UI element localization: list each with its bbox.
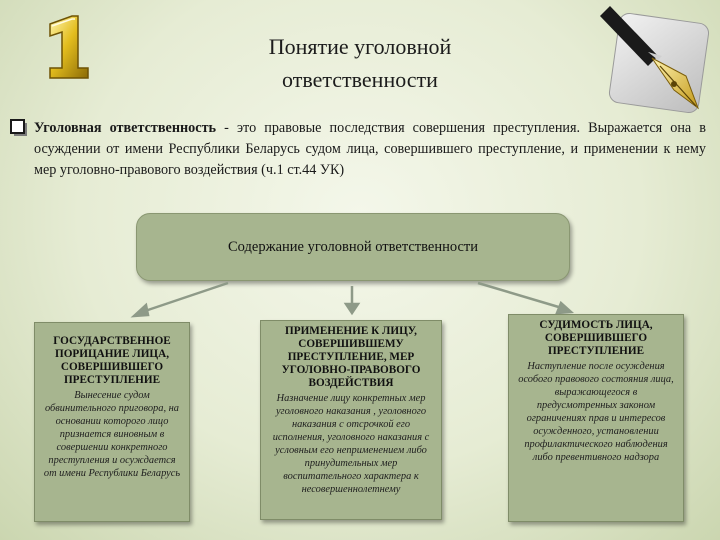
content-box-body: Наступление после осуждения особого правового состояния лица, выражающегося в предусмотренных законом ограничениях прав и интересов осужденного, установлении профилактического наблюдения либо превентивного надзора [518,361,674,463]
content-box-body: Вынесение судом обвинительного приговора, на основании которого лицо признается виновным в совершении конкретного преступления и осуждается от имени Республики Беларусь [43,390,181,479]
title-line-2: ответственности [282,67,438,92]
content-box-measures [260,320,442,520]
gold-number-one-icon [28,10,100,82]
arrow-center-head [346,304,358,313]
arrow-left [142,283,228,312]
arrow-right-head [557,303,571,313]
definition-paragraph [34,118,706,181]
checkbox-bullet-icon [10,119,28,137]
center-concept-box [136,213,570,281]
content-box-censure [34,322,190,522]
center-concept-label: Содержание уголовной ответственности [228,238,478,255]
content-box-title: ПРИМЕНЕНИЕ К ЛИЦУ, СОВЕРШИВШЕМУ ПРЕСТУПЛЕНИЕ, МЕР УГОЛОВНО-ПРАВОВОГО ВОЗДЕЙСТВИЯ [281,325,421,389]
arrow-right [478,283,562,308]
arrow-left-head [134,305,148,316]
content-box-conviction [508,314,684,522]
page-title [200,30,520,96]
content-box-body: Назначение лицу конкретных мер уголовного наказания , уголовного наказания с отсрочкой его исполнения, уголовного наказания с условным его неприменением либо принудительных мер воспитательного характера к несовершеннолетнему [272,393,430,495]
definition-term: Уголовная ответственность [34,120,217,136]
definition-text: - это правовые последствия совершения преступления. Выражается она в осуждении от имени Республики Беларусь судом лица, совершившего преступление, и применении к нему мер уголовно-правового воздействия (ч.1 ст.44 УК) [34,120,706,178]
content-box-title: СУДИМОСТЬ ЛИЦА, СОВЕРШИВШЕГО ПРЕСТУПЛЕНИЕ [539,319,653,357]
content-box-title: ГОСУДАРСТВЕННОЕ ПОРИЦАНИЕ ЛИЦА, СОВЕРШИВШЕГО ПРЕСТУПЛЕНИЕ [53,335,171,386]
fountain-pen-icon [600,4,716,114]
title-line-1: Понятие уголовной [268,34,452,59]
